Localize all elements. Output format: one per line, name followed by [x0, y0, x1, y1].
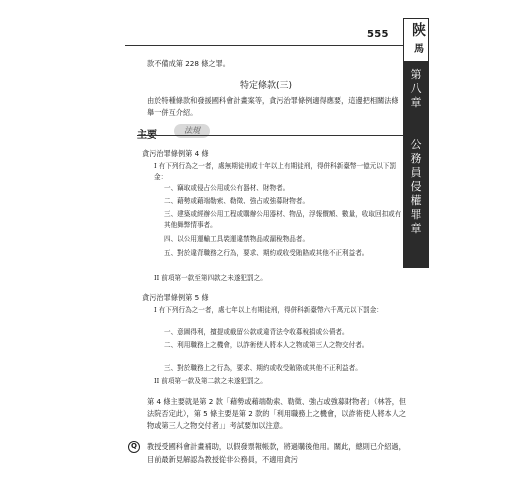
- section-title: [137, 126, 157, 141]
- section-decoration: 法規: [174, 124, 210, 138]
- opening-line: 款不備成第 228 條之罪。: [147, 59, 230, 68]
- side-title-char: 罪: [410, 208, 422, 221]
- corner-char-1: 陕: [412, 23, 426, 39]
- law-b-item: 二、利用職務上之機會，以詐術使人將本人之物或第三人之物交付者。: [164, 341, 369, 349]
- law-a-item: 四、以公用運輸工具裝運違禁物品或漏稅物品者。: [164, 235, 310, 243]
- side-chapter-label: [406, 68, 426, 110]
- law-b-item: 一、意圖得利，擅提或截留公款或違背法令收募稅捐或公債者。: [164, 328, 349, 336]
- special-heading: 特定條款(三): [240, 81, 293, 91]
- law-a-title: 貪污治罪條例第 4 條: [142, 149, 209, 158]
- side-chapter-char: 章: [410, 96, 422, 109]
- side-title-label: [406, 138, 426, 236]
- intro-paragraph: 由於特種條款和發援國科會計畫案等，貪污治罪條例適得應要，這邊把相關法條舉一併互介紹。: [147, 96, 399, 117]
- side-title-char: 務: [410, 152, 422, 165]
- law-b-item: I 有下列行為之一者，處七年以上有期徒刑，得併科新臺幣六千萬元以下罰金：: [154, 306, 383, 314]
- corner-char-2: 馬: [414, 44, 424, 55]
- side-title-char: 員: [410, 166, 422, 179]
- law-b-item: II 前項第一款及第二款之未遂犯罰之。: [154, 377, 267, 385]
- side-chapter-char: 第: [410, 68, 422, 81]
- qa-paragraph: 教授受國科會計畫補助，以假發票報帳款，將過購後他用。關此，總則已介紹過，目前最新見解認為教授從非公務員，不適用貪污: [147, 442, 406, 464]
- law-a-item: 三、建築或經辦公用工程或購辦公用器材、物品，浮報價額、數量，收取回扣或有其他舞弊情事者。: [164, 210, 402, 229]
- law-a-item: 五、對於違背職務之行為，要求、期約或收受賄賂或其他不正利益者。: [164, 249, 369, 257]
- law-a-item: 二、藉勢或藉端勒索、勒徵、強占或強募財物者。: [164, 197, 310, 205]
- section-rule: [137, 135, 403, 136]
- law-a-item: I 有下列行為之一者，處無期徒刑或十年以上有期徒刑，得併科新臺幣一億元以下罰金：: [154, 162, 397, 181]
- side-chapter-char: 八: [410, 82, 422, 95]
- page-number: 555: [367, 29, 389, 40]
- side-title-char: 權: [410, 194, 422, 207]
- side-title-char: 公: [410, 138, 422, 151]
- question-icon: Q: [128, 441, 140, 453]
- law-a-item: II 前項第一款至第四款之未遂犯罰之。: [154, 274, 267, 282]
- summary-paragraph: 第 4 條主要就是第 2 款「藉勢或藉端勒索、勒徵、強占或強募財物者」（林答，但法院否定此），第 5 條主要是第 2 款的「利用職務上之機會，以詐術使人將本人之物或第三人之物交付者」」考試要加以注意。: [147, 397, 407, 430]
- law-a-item: 一、竊取或侵占公用或公有器材、財物者。: [164, 184, 290, 192]
- side-title-char: 侵: [410, 180, 422, 193]
- law-b-title: 貪污治罪條例第 5 條: [142, 293, 209, 302]
- side-title-char: 章: [410, 222, 422, 235]
- header-rule: [125, 45, 403, 46]
- law-b-item: 三、對於職務上之行為，要求、期約或收受賄賂或其他不正利益者。: [164, 364, 362, 372]
